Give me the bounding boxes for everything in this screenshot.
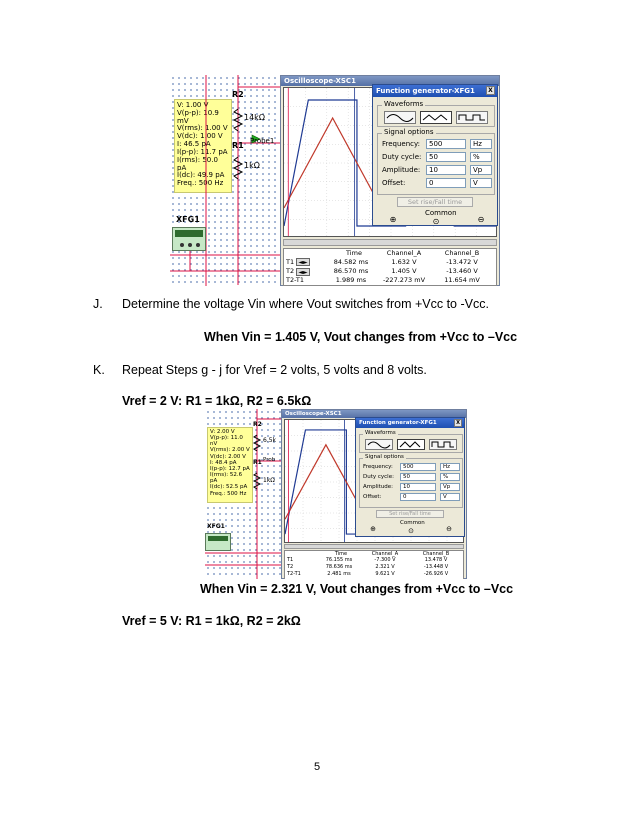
- cell-time: 76.155 ms: [325, 557, 353, 563]
- r2-value: 14kΩ: [244, 113, 265, 122]
- cell-time: 1.989 ms: [335, 276, 367, 284]
- duty-cycle-unit[interactable]: %: [440, 473, 460, 481]
- cell-time: 86.570 ms: [333, 267, 369, 275]
- multisim-screenshot-2: [205, 409, 467, 579]
- waveforms-group: [377, 100, 495, 127]
- probe-line: I(dc): 52.5 pA: [210, 484, 248, 491]
- triangle-wave-button[interactable]: [420, 111, 452, 124]
- probe-line: I(p-p): 12.7 pA: [210, 465, 250, 472]
- vref-5v-heading: Vref = 5 V: R1 = 1kΩ, R2 = 2kΩ: [122, 614, 301, 628]
- r2-label: R2: [232, 90, 244, 99]
- probe-line: I: 48.4 pA: [210, 459, 237, 466]
- sine-wave-button[interactable]: [384, 111, 416, 124]
- header-channel-a: Channel_A: [386, 249, 422, 257]
- plus-terminal-icon: ⊕: [389, 215, 397, 224]
- section-j-answer: When Vin = 1.405 V, Vout changes from +Vcc to –Vcc: [204, 330, 518, 344]
- oscilloscope-titlebar[interactable]: Oscilloscope-XSC1: [281, 76, 499, 86]
- fg-titlebar[interactable]: Function generator-XFG1: [356, 418, 464, 428]
- probe-line: Freq.: 500 Hz: [177, 179, 224, 188]
- cell-a: 9.621 V: [375, 571, 395, 577]
- common-terminal-icon: ⊙: [432, 217, 440, 226]
- amplitude-label: Amplitude:: [363, 484, 394, 490]
- oscilloscope-titlebar[interactable]: Oscilloscope-XSC1: [282, 410, 466, 418]
- sine-wave-icon: [385, 112, 415, 123]
- generator-label: XFG1: [176, 215, 200, 224]
- vref-2v-answer: When Vin = 2.321 V, Vout changes from +Vcc to –Vcc: [200, 582, 514, 596]
- signal-options-label: Signal options: [384, 128, 434, 136]
- probe-line: I: 46.5 pA: [177, 140, 211, 149]
- multisim-screenshot-1: [170, 75, 500, 286]
- header-time: Time: [334, 551, 348, 557]
- r1-value: 1kΩ: [263, 477, 275, 484]
- square-wave-icon: [457, 112, 487, 123]
- probe-line: I(p-p): 11.7 pA: [177, 147, 228, 156]
- minus-terminal-icon: ⊖: [477, 215, 485, 224]
- amplitude-input[interactable]: 10: [400, 483, 436, 491]
- sine-wave-icon: [366, 440, 392, 449]
- row-label-t2: T2: [286, 267, 295, 275]
- common-label: Common: [400, 520, 425, 526]
- amplitude-input[interactable]: 10: [426, 165, 466, 175]
- cell-a: 1.405 V: [391, 267, 417, 275]
- waveforms-group: [359, 430, 463, 453]
- header-time: Time: [346, 249, 362, 257]
- row-label-t2-t1: T2-T1: [286, 276, 304, 284]
- triangle-wave-button[interactable]: [397, 439, 425, 450]
- oscilloscope-scrollbar[interactable]: [283, 239, 497, 246]
- amplitude-unit[interactable]: Vp: [440, 483, 460, 491]
- cursor-readout-table: [283, 248, 497, 286]
- section-j-text: Determine the voltage Vin where Vout switches from +Vcc to -Vcc.: [122, 297, 489, 311]
- offset-input[interactable]: 0: [400, 493, 436, 501]
- section-j-letter: J.: [93, 297, 103, 311]
- r2-label: R2: [253, 421, 262, 428]
- function-generator-window[interactable]: [372, 84, 498, 226]
- duty-cycle-unit[interactable]: %: [470, 152, 492, 162]
- offset-unit[interactable]: V: [470, 178, 492, 188]
- function-generator-window[interactable]: [355, 417, 465, 537]
- page-number: 5: [314, 761, 321, 773]
- header-channel-b: Channel_B: [444, 249, 480, 257]
- probe-line: I(rms): 52.6 pA: [210, 472, 243, 485]
- signal-options-group: [377, 128, 495, 195]
- r2-value: 6.5k: [263, 437, 277, 444]
- triangle-wave-icon: [421, 112, 451, 123]
- section-k-letter: K.: [93, 363, 105, 377]
- header-channel-b: Channel_B: [422, 551, 450, 557]
- probe-line: V: 1.00 V: [177, 101, 209, 109]
- amplitude-unit[interactable]: Vp: [470, 165, 492, 175]
- duty-cycle-input[interactable]: 50: [400, 473, 436, 481]
- probe-line: V(dc): 2.00 V: [210, 453, 246, 460]
- frequency-input[interactable]: 500: [426, 139, 466, 149]
- schematic-wires: [205, 409, 283, 579]
- cursor-readout-table: [284, 550, 464, 579]
- cell-b: -13.472 V: [446, 258, 478, 266]
- duty-cycle-label: Duty cycle:: [363, 474, 394, 480]
- sine-wave-button[interactable]: [365, 439, 393, 450]
- generator-terminals-icon: [179, 240, 201, 250]
- cell-b: 13.478 V: [424, 557, 448, 563]
- probe-line: V(rms): 1.00 V: [177, 124, 228, 133]
- function-generator-symbol[interactable]: [205, 533, 231, 551]
- probe-line: V(p-p): 10.9 mV: [177, 108, 219, 125]
- cell-b: 11.654 mV: [444, 276, 480, 284]
- oscilloscope-scrollbar[interactable]: [284, 544, 464, 549]
- cell-a: -227.273 mV: [382, 276, 426, 284]
- set-rise-fall-button[interactable]: Set rise/Fall time: [376, 510, 444, 518]
- row-label-t1: T1: [286, 258, 295, 266]
- common-terminal-icon: ⊙: [408, 527, 414, 535]
- triangle-wave-icon: [398, 440, 424, 449]
- duty-cycle-input[interactable]: 50: [426, 152, 466, 162]
- offset-label: Offset:: [382, 179, 406, 187]
- square-wave-button[interactable]: [456, 111, 488, 124]
- cell-time: 2.481 ms: [327, 571, 351, 577]
- r1-value: 1kΩ: [244, 161, 260, 170]
- offset-input[interactable]: 0: [426, 178, 466, 188]
- t1-arrows-button[interactable]: ◄►: [296, 258, 310, 266]
- probe-line: V(p-p): 11.0 nV: [210, 435, 243, 448]
- offset-unit[interactable]: V: [440, 493, 460, 501]
- frequency-label: Frequency:: [382, 140, 421, 148]
- schematic-wires: [170, 75, 282, 286]
- close-icon[interactable]: X: [454, 419, 462, 427]
- frequency-unit[interactable]: Hz: [470, 139, 492, 149]
- probe-line: V(dc): 1.00 V: [177, 132, 223, 141]
- cell-time: 78.636 ms: [325, 564, 353, 570]
- r1-label: R1: [232, 141, 244, 150]
- close-icon[interactable]: X: [486, 86, 495, 95]
- signal-options-label: Signal options: [365, 454, 404, 460]
- signal-options-group: [359, 454, 463, 508]
- cell-a: 2.321 V: [375, 564, 395, 570]
- header-channel-a: Channel_A: [371, 551, 399, 557]
- schematic-canvas: [205, 409, 283, 579]
- duty-cycle-label: Duty cycle:: [382, 153, 422, 161]
- minus-terminal-icon: ⊖: [446, 525, 452, 533]
- generator-wave-strip: [175, 230, 203, 237]
- row-label-t1: T1: [287, 557, 294, 563]
- section-k-text: Repeat Steps g - j for Vref = 2 volts, 5 volts and 8 volts.: [122, 363, 427, 377]
- square-wave-icon: [430, 440, 456, 449]
- r1-label: R1: [253, 459, 262, 466]
- probe-line: V(rms): 2.00 V: [210, 447, 250, 454]
- schematic-canvas: [170, 75, 282, 286]
- cell-a: -7.300 V: [374, 557, 396, 563]
- frequency-label: Frequency:: [363, 464, 393, 470]
- probe-line: Freq.: 500 Hz: [210, 490, 247, 497]
- cell-a: 1.632 V: [391, 258, 417, 266]
- probe-line: I(dc): 49.9 pA: [177, 171, 225, 180]
- offset-label: Offset:: [363, 494, 382, 500]
- generator-label: XFG1: [207, 523, 225, 530]
- cell-b: -13.460 V: [446, 267, 478, 275]
- waveforms-label: Waveforms: [365, 430, 396, 436]
- row-label-t2-t1: T2-T1: [287, 571, 301, 577]
- vref-2v-heading: Vref = 2 V: R1 = 1kΩ, R2 = 6.5kΩ: [122, 394, 312, 408]
- probe-line: I(rms): 50.0 pA: [177, 155, 218, 172]
- cell-b: -13.448 V: [423, 564, 449, 570]
- square-wave-button[interactable]: [429, 439, 457, 450]
- set-rise-fall-button[interactable]: Set rise/Fall time: [397, 197, 473, 207]
- common-label: Common: [425, 209, 457, 217]
- waveforms-label: Waveforms: [384, 100, 424, 108]
- probe-name: Probe1: [250, 137, 275, 145]
- fg-titlebar[interactable]: Function generator-XFG1: [373, 85, 497, 97]
- cell-time: 84.582 ms: [333, 258, 369, 266]
- probe-line: V: 2.00 V: [210, 429, 235, 435]
- t2-arrows-button[interactable]: ◄►: [296, 268, 310, 276]
- row-label-t2: T2: [287, 564, 294, 570]
- amplitude-label: Amplitude:: [382, 166, 421, 174]
- frequency-input[interactable]: 500: [400, 463, 436, 471]
- frequency-unit[interactable]: Hz: [440, 463, 460, 471]
- function-generator-symbol[interactable]: [172, 227, 206, 251]
- cell-b: -26.926 V: [423, 571, 449, 577]
- probe-name: Prob: [263, 457, 276, 463]
- plus-terminal-icon: ⊕: [370, 525, 376, 533]
- generator-wave-strip: [208, 536, 228, 541]
